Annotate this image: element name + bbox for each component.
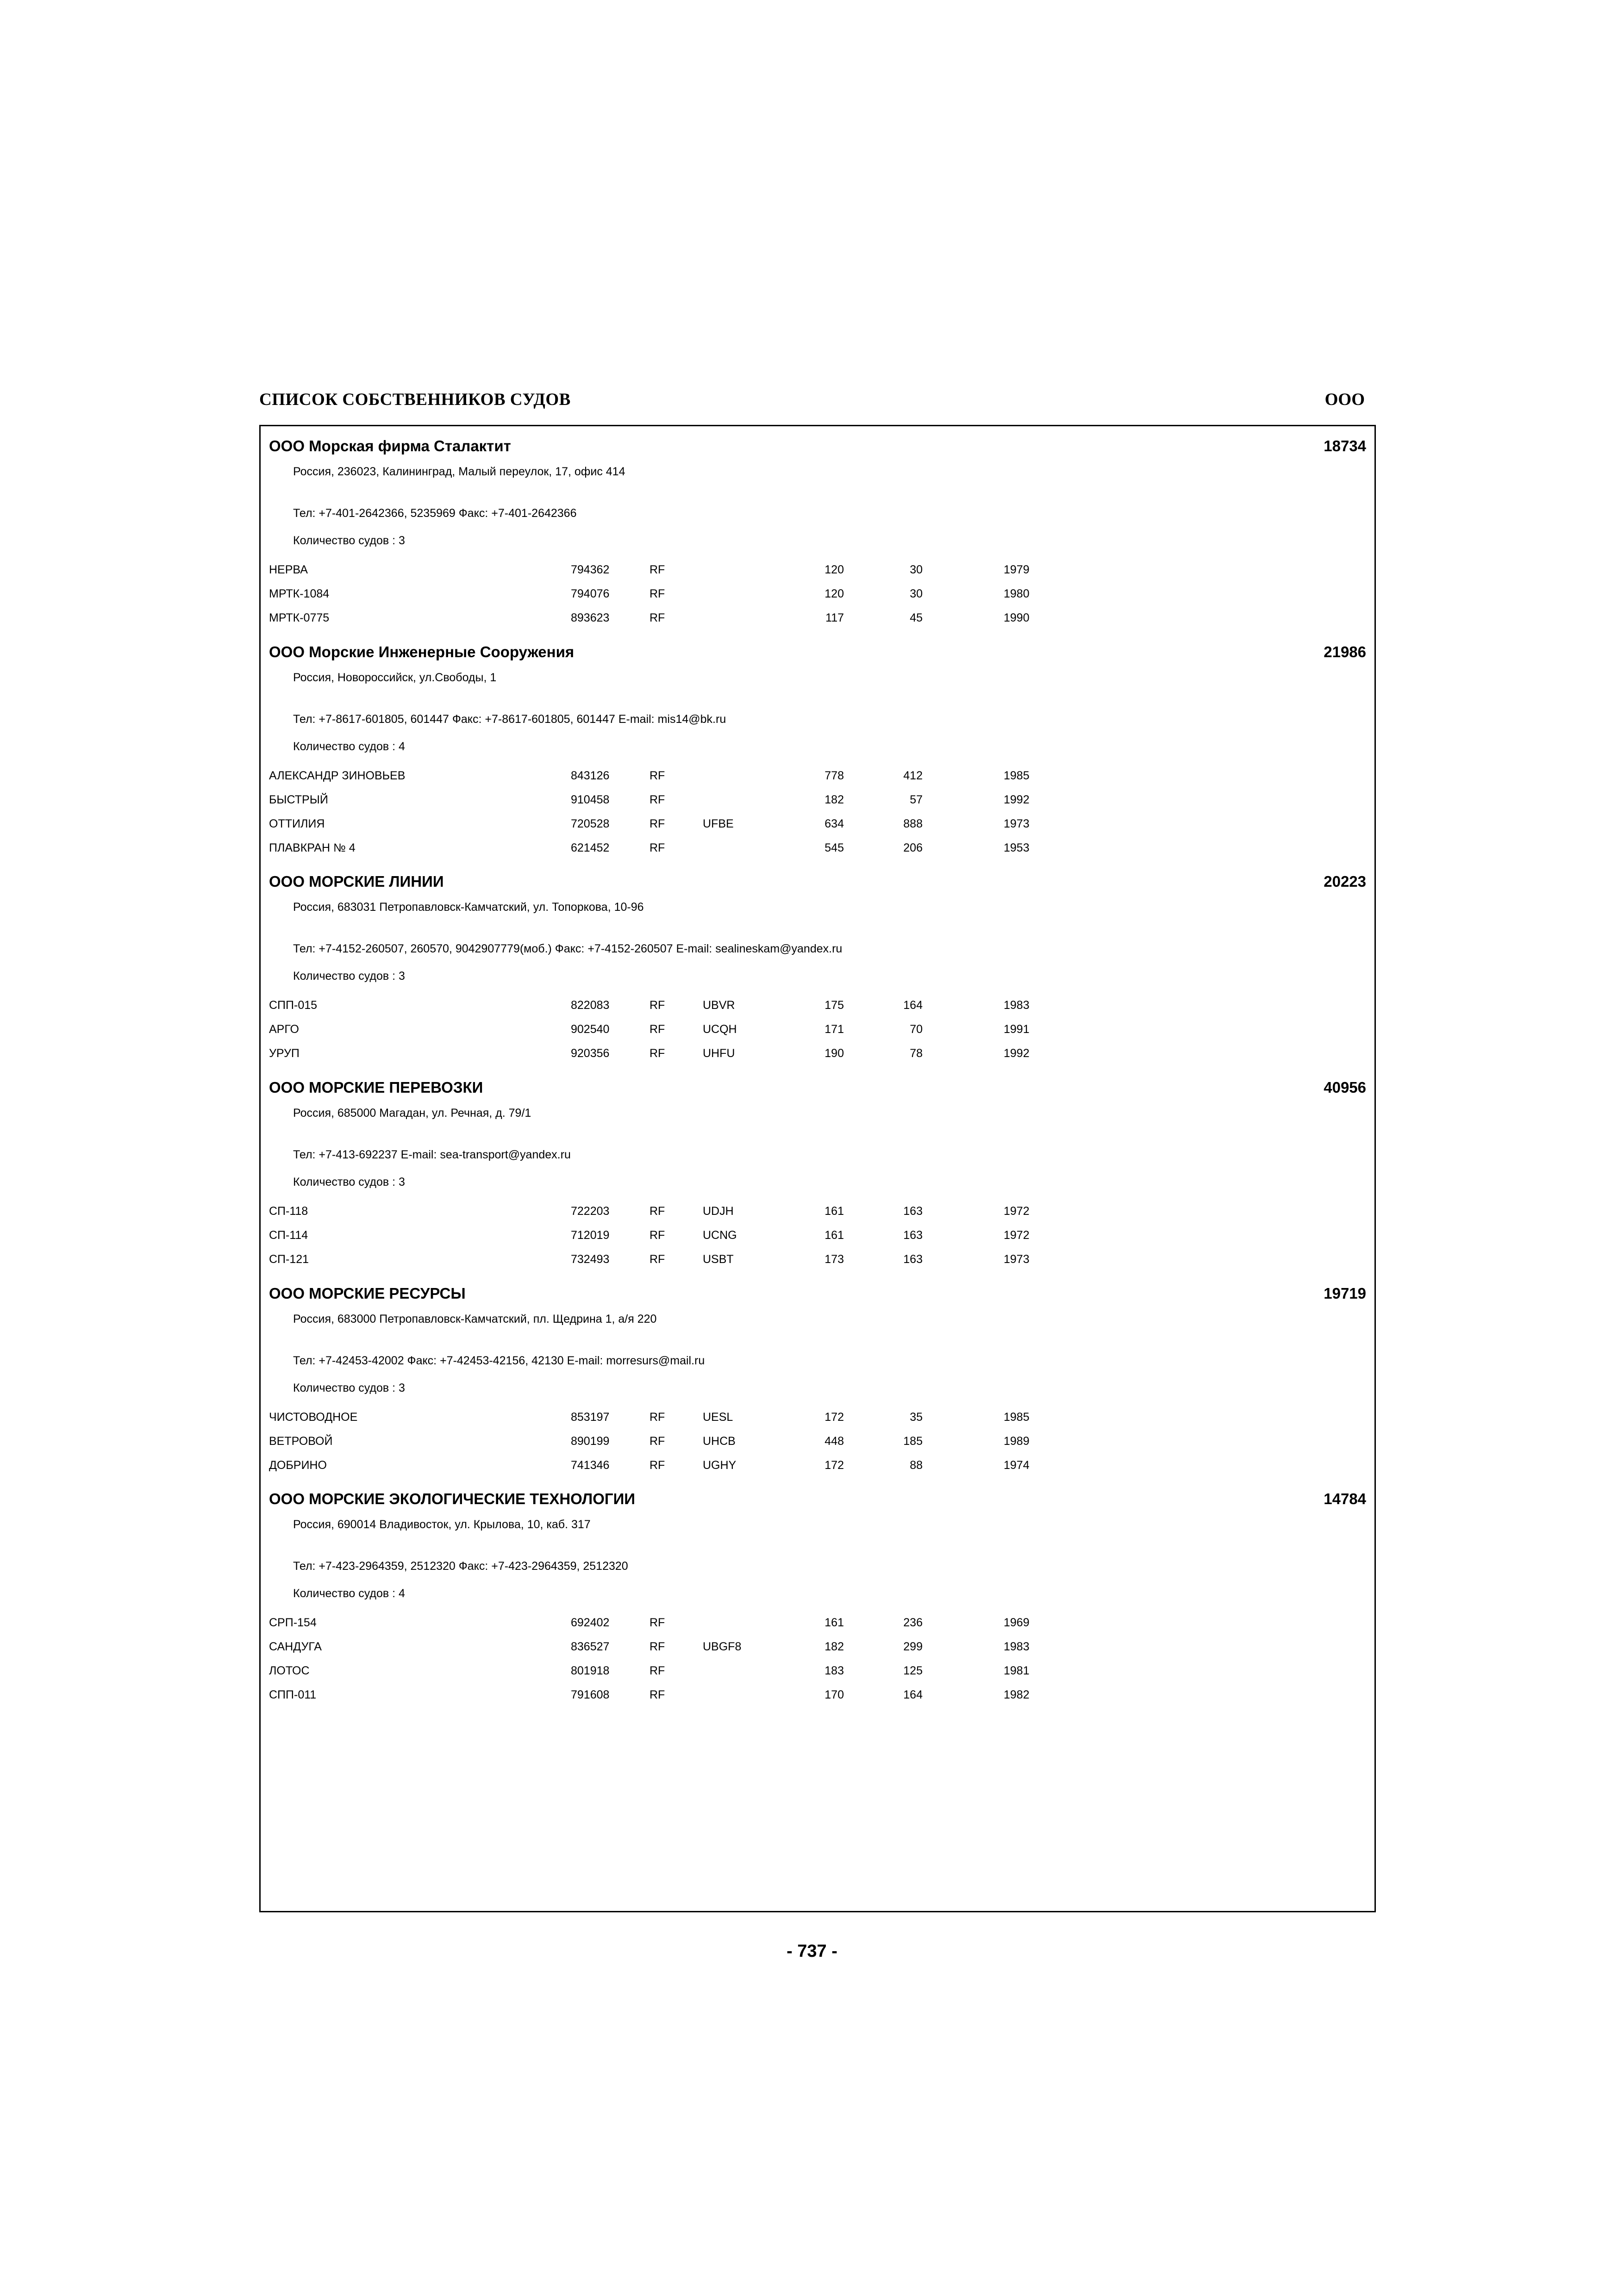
vessel-number: 794362 bbox=[571, 563, 610, 576]
vessel-flag: RF bbox=[650, 1047, 665, 1060]
vessel-name: СРП-154 bbox=[269, 1616, 317, 1629]
vessel-deadweight: 206 bbox=[903, 841, 923, 854]
vessel-year: 1990 bbox=[1004, 611, 1030, 624]
vessel-tonnage: 161 bbox=[824, 1205, 844, 1218]
vessel-deadweight: 45 bbox=[910, 611, 923, 624]
vessel-number: 692402 bbox=[571, 1616, 610, 1629]
vessel-number: 720528 bbox=[571, 817, 610, 830]
company-name: ООО МОРСКИЕ ЭКОЛОГИЧЕСКИЕ ТЕХНОЛОГИИ bbox=[269, 1490, 636, 1507]
vessel-count: Количество судов : 4 bbox=[293, 740, 405, 753]
company-name: ООО МОРСКИЕ РЕСУРСЫ bbox=[269, 1285, 466, 1302]
vessel-row bbox=[261, 1616, 1374, 1635]
vessel-number: 791608 bbox=[571, 1688, 610, 1701]
company-address: Россия, 236023, Калининград, Малый переулок, 17, офис 414 bbox=[293, 465, 625, 478]
vessel-number: 732493 bbox=[571, 1253, 610, 1266]
company-id: 18734 bbox=[1324, 437, 1366, 454]
vessel-name: СП-114 bbox=[269, 1229, 308, 1242]
vessel-callsign: UHFU bbox=[703, 1047, 735, 1060]
vessel-flag: RF bbox=[650, 1205, 665, 1218]
vessel-number: 741346 bbox=[571, 1459, 610, 1472]
vessel-tonnage: 634 bbox=[824, 817, 844, 830]
vessel-flag: RF bbox=[650, 1229, 665, 1242]
vessel-row bbox=[261, 587, 1374, 606]
vessel-number: 902540 bbox=[571, 1023, 610, 1036]
vessel-year: 1981 bbox=[1004, 1664, 1030, 1677]
vessel-year: 1983 bbox=[1004, 1640, 1030, 1653]
vessel-tonnage: 448 bbox=[824, 1435, 844, 1448]
vessel-tonnage: 171 bbox=[824, 1023, 844, 1036]
vessel-flag: RF bbox=[650, 1435, 665, 1448]
vessel-deadweight: 412 bbox=[903, 769, 923, 782]
vessel-number: 794076 bbox=[571, 587, 610, 600]
vessel-deadweight: 163 bbox=[903, 1253, 923, 1266]
vessel-name: МРТК-1084 bbox=[269, 587, 330, 600]
page-number: - 737 - bbox=[787, 1941, 837, 1961]
vessel-number: 893623 bbox=[571, 611, 610, 624]
company-id: 14784 bbox=[1324, 1490, 1366, 1507]
vessel-tonnage: 183 bbox=[824, 1664, 844, 1677]
vessel-flag: RF bbox=[650, 1616, 665, 1629]
vessel-number: 712019 bbox=[571, 1229, 610, 1242]
company-contacts: Тел: +7-413-692237 E-mail: sea-transport@yandex.ru bbox=[293, 1148, 571, 1161]
vessel-year: 1985 bbox=[1004, 769, 1030, 782]
company-id: 19719 bbox=[1324, 1285, 1366, 1302]
vessel-name: СПП-015 bbox=[269, 999, 318, 1012]
vessel-deadweight: 299 bbox=[903, 1640, 923, 1653]
vessel-row bbox=[261, 611, 1374, 630]
vessel-flag: RF bbox=[650, 587, 665, 600]
vessel-row bbox=[261, 1229, 1374, 1247]
vessel-year: 1969 bbox=[1004, 1616, 1030, 1629]
vessel-name: УРУП bbox=[269, 1047, 300, 1060]
vessel-deadweight: 164 bbox=[903, 1688, 923, 1701]
company-contacts: Тел: +7-423-2964359, 2512320 Факс: +7-423-2964359, 2512320 bbox=[293, 1560, 628, 1573]
vessel-deadweight: 30 bbox=[910, 587, 923, 600]
vessel-flag: RF bbox=[650, 1023, 665, 1036]
vessel-flag: RF bbox=[650, 1459, 665, 1472]
company-address: Россия, 685000 Магадан, ул. Речная, д. 79/1 bbox=[293, 1107, 531, 1120]
vessel-row bbox=[261, 1435, 1374, 1453]
vessel-tonnage: 190 bbox=[824, 1047, 844, 1060]
vessel-deadweight: 88 bbox=[910, 1459, 923, 1472]
vessel-tonnage: 182 bbox=[824, 1640, 844, 1653]
vessel-deadweight: 78 bbox=[910, 1047, 923, 1060]
vessel-row bbox=[261, 1411, 1374, 1429]
vessel-number: 722203 bbox=[571, 1205, 610, 1218]
vessel-row bbox=[261, 1205, 1374, 1223]
vessel-deadweight: 30 bbox=[910, 563, 923, 576]
vessel-name: СПП-011 bbox=[269, 1688, 317, 1701]
vessel-name: АРГО bbox=[269, 1023, 299, 1036]
company-address: Россия, 683031 Петропавловск-Камчатский, ул. Топоркова, 10-96 bbox=[293, 901, 644, 914]
vessel-count: Количество судов : 4 bbox=[293, 1587, 405, 1600]
vessel-flag: RF bbox=[650, 999, 665, 1012]
vessel-row bbox=[261, 817, 1374, 836]
vessel-count: Количество судов : 3 bbox=[293, 1381, 405, 1394]
vessel-number: 920356 bbox=[571, 1047, 610, 1060]
vessel-deadweight: 163 bbox=[903, 1205, 923, 1218]
vessel-deadweight: 125 bbox=[903, 1664, 923, 1677]
vessel-row bbox=[261, 999, 1374, 1017]
vessel-tonnage: 173 bbox=[824, 1253, 844, 1266]
vessel-year: 1992 bbox=[1004, 793, 1030, 806]
vessel-deadweight: 236 bbox=[903, 1616, 923, 1629]
vessel-year: 1979 bbox=[1004, 563, 1030, 576]
vessel-year: 1983 bbox=[1004, 999, 1030, 1012]
vessel-callsign: USBT bbox=[703, 1253, 734, 1266]
vessel-row bbox=[261, 1640, 1374, 1659]
company-contacts: Тел: +7-8617-601805, 601447 Факс: +7-8617-601805, 601447 E-mail: mis14@bk.ru bbox=[293, 713, 726, 726]
vessel-tonnage: 161 bbox=[824, 1229, 844, 1242]
vessel-name: САНДУГА bbox=[269, 1640, 322, 1653]
vessel-number: 890199 bbox=[571, 1435, 610, 1448]
vessel-count: Количество судов : 3 bbox=[293, 970, 405, 983]
company-name: ООО МОРСКИЕ ПЕРЕВОЗКИ bbox=[269, 1079, 483, 1096]
vessel-year: 1989 bbox=[1004, 1435, 1030, 1448]
vessel-name: СП-121 bbox=[269, 1253, 309, 1266]
vessel-name: МРТК-0775 bbox=[269, 611, 330, 624]
vessel-deadweight: 163 bbox=[903, 1229, 923, 1242]
vessel-deadweight: 185 bbox=[903, 1435, 923, 1448]
vessel-name: СП-118 bbox=[269, 1205, 308, 1218]
vessel-number: 801918 bbox=[571, 1664, 610, 1677]
vessel-tonnage: 778 bbox=[824, 769, 844, 782]
vessel-number: 822083 bbox=[571, 999, 610, 1012]
company-address: Россия, 690014 Владивосток, ул. Крылова, 10, каб. 317 bbox=[293, 1518, 591, 1531]
vessel-tonnage: 170 bbox=[824, 1688, 844, 1701]
vessel-name: ДОБРИНО bbox=[269, 1459, 327, 1472]
vessel-name: ПЛАВКРАН № 4 bbox=[269, 841, 356, 854]
vessel-year: 1972 bbox=[1004, 1205, 1030, 1218]
vessel-callsign: UBVR bbox=[703, 999, 735, 1012]
vessel-tonnage: 120 bbox=[824, 587, 844, 600]
vessel-row bbox=[261, 1047, 1374, 1065]
vessel-deadweight: 888 bbox=[903, 817, 923, 830]
vessel-callsign: UBGF8 bbox=[703, 1640, 742, 1653]
vessel-flag: RF bbox=[650, 1664, 665, 1677]
company-contacts: Тел: +7-42453-42002 Факс: +7-42453-42156, 42130 E-mail: morresurs@mail.ru bbox=[293, 1354, 705, 1367]
vessel-number: 836527 bbox=[571, 1640, 610, 1653]
vessel-callsign: UDJH bbox=[703, 1205, 734, 1218]
vessel-callsign: UGHY bbox=[703, 1459, 737, 1472]
vessel-name: АЛЕКСАНДР ЗИНОВЬЕВ bbox=[269, 769, 406, 782]
vessel-flag: RF bbox=[650, 769, 665, 782]
listing-frame bbox=[259, 425, 1376, 1912]
vessel-year: 1974 bbox=[1004, 1459, 1030, 1472]
company-entry bbox=[261, 873, 1374, 1072]
vessel-number: 853197 bbox=[571, 1411, 610, 1424]
vessel-row bbox=[261, 1688, 1374, 1707]
vessel-number: 910458 bbox=[571, 793, 610, 806]
vessel-tonnage: 172 bbox=[824, 1411, 844, 1424]
vessel-flag: RF bbox=[650, 817, 665, 830]
vessel-flag: RF bbox=[650, 563, 665, 576]
vessel-callsign: UFBE bbox=[703, 817, 734, 830]
vessel-tonnage: 117 bbox=[825, 611, 844, 624]
vessel-flag: RF bbox=[650, 793, 665, 806]
company-id: 21986 bbox=[1324, 643, 1366, 660]
company-address: Россия, Новороссийск, ул.Свободы, 1 bbox=[293, 671, 497, 684]
company-entry bbox=[261, 1285, 1374, 1484]
vessel-row bbox=[261, 1664, 1374, 1683]
vessel-flag: RF bbox=[650, 1688, 665, 1701]
vessel-name: ОТТИЛИЯ bbox=[269, 817, 325, 830]
vessel-callsign: UESL bbox=[703, 1411, 733, 1424]
vessel-row bbox=[261, 793, 1374, 812]
vessel-row bbox=[261, 563, 1374, 582]
vessel-row bbox=[261, 841, 1374, 860]
company-id: 40956 bbox=[1324, 1079, 1366, 1096]
vessel-callsign: UHCB bbox=[703, 1435, 736, 1448]
vessel-callsign: UCNG bbox=[703, 1229, 737, 1242]
vessel-deadweight: 35 bbox=[910, 1411, 923, 1424]
vessel-year: 1985 bbox=[1004, 1411, 1030, 1424]
vessel-year: 1953 bbox=[1004, 841, 1030, 854]
vessel-flag: RF bbox=[650, 1411, 665, 1424]
vessel-row bbox=[261, 769, 1374, 788]
company-name: ООО Морские Инженерные Сооружения bbox=[269, 643, 575, 660]
vessel-year: 1992 bbox=[1004, 1047, 1030, 1060]
vessel-tonnage: 182 bbox=[824, 793, 844, 806]
company-entry bbox=[261, 1079, 1374, 1278]
vessel-deadweight: 164 bbox=[903, 999, 923, 1012]
vessel-deadweight: 70 bbox=[910, 1023, 923, 1036]
vessel-year: 1973 bbox=[1004, 1253, 1030, 1266]
vessel-deadweight: 57 bbox=[910, 793, 923, 806]
vessel-tonnage: 175 bbox=[824, 999, 844, 1012]
vessel-callsign: UCQH bbox=[703, 1023, 737, 1036]
company-name: ООО Морская фирма Сталактит bbox=[269, 437, 511, 454]
page-header-title: СПИСОК СОБСТВЕННИКОВ СУДОВ bbox=[259, 390, 571, 409]
vessel-number: 621452 bbox=[571, 841, 610, 854]
vessel-year: 1991 bbox=[1004, 1023, 1030, 1036]
vessel-row bbox=[261, 1023, 1374, 1041]
company-name: ООО МОРСКИЕ ЛИНИИ bbox=[269, 873, 444, 890]
vessel-count: Количество судов : 3 bbox=[293, 1176, 405, 1188]
page-header-section: ООО bbox=[1324, 390, 1365, 409]
vessel-flag: RF bbox=[650, 1253, 665, 1266]
vessel-name: ЧИСТОВОДНОЕ bbox=[269, 1411, 358, 1424]
vessel-flag: RF bbox=[650, 1640, 665, 1653]
company-entry bbox=[261, 1490, 1374, 1701]
vessel-tonnage: 120 bbox=[824, 563, 844, 576]
vessel-name: НЕРВА bbox=[269, 563, 308, 576]
company-address: Россия, 683000 Петропавловск-Камчатский, пл. Щедрина 1, а/я 220 bbox=[293, 1313, 657, 1325]
company-entry bbox=[261, 437, 1374, 636]
vessel-year: 1980 bbox=[1004, 587, 1030, 600]
vessel-flag: RF bbox=[650, 611, 665, 624]
vessel-flag: RF bbox=[650, 841, 665, 854]
vessel-name: БЫСТРЫЙ bbox=[269, 793, 328, 806]
company-entry bbox=[261, 643, 1374, 854]
vessel-number: 843126 bbox=[571, 769, 610, 782]
company-id: 20223 bbox=[1324, 873, 1366, 890]
vessel-year: 1972 bbox=[1004, 1229, 1030, 1242]
vessel-name: ЛОТОС bbox=[269, 1664, 310, 1677]
vessel-year: 1982 bbox=[1004, 1688, 1030, 1701]
vessel-tonnage: 161 bbox=[824, 1616, 844, 1629]
vessel-name: ВЕТРОВОЙ bbox=[269, 1435, 333, 1448]
vessel-tonnage: 172 bbox=[824, 1459, 844, 1472]
vessel-count: Количество судов : 3 bbox=[293, 534, 405, 547]
vessel-row bbox=[261, 1459, 1374, 1477]
company-contacts: Тел: +7-401-2642366, 5235969 Факс: +7-401-2642366 bbox=[293, 507, 577, 520]
company-contacts: Тел: +7-4152-260507, 260570, 9042907779(моб.) Факс: +7-4152-260507 E-mail: sealineskam@yandex.ru bbox=[293, 942, 843, 955]
vessel-row bbox=[261, 1253, 1374, 1271]
vessel-tonnage: 545 bbox=[824, 841, 844, 854]
vessel-year: 1973 bbox=[1004, 817, 1030, 830]
